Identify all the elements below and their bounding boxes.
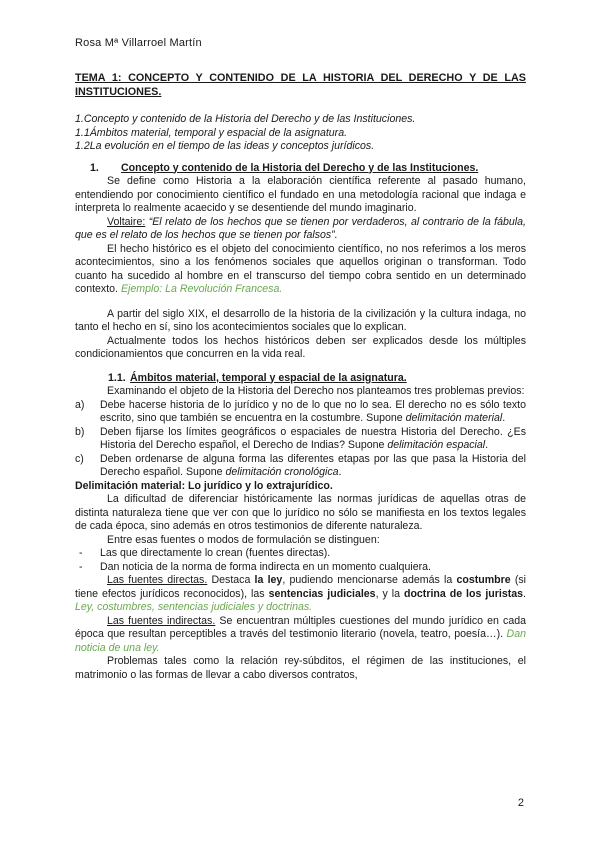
toc-item: 1.Concepto y contenido de la Historia del Derecho y de las Instituciones.	[75, 113, 416, 125]
list-item-end: .	[338, 466, 342, 478]
text-run: .	[523, 587, 526, 600]
fuentes-directas-label: Las fuentes directas.	[107, 574, 208, 586]
list-item-end: .	[485, 439, 489, 451]
section-1-heading	[75, 162, 526, 176]
text-run: (si tiene efectos jurídicos reconocidos), las	[75, 574, 527, 600]
paragraph-fuentes-directas	[75, 574, 526, 615]
paragraph: Examinando el objeto de la Historia del Derecho nos planteamos tres problemas previos:	[107, 385, 525, 397]
problems-list	[75, 399, 526, 480]
list-item-emphasis: delimitación cronológica	[225, 466, 339, 478]
paragraph: Entre esas fuentes o modos de formulación se distinguen:	[107, 533, 380, 546]
green-note: Ejemplo: La Revolución Francesa.	[118, 283, 283, 295]
paragraph: La dificultad de diferenciar históricamente las normas jurídicas de aquellas otras de distinta naturaleza tiene que ver con que lo jurídico no sólo se manifiesta en los textos legales de cada época, sino además en otros testimonios de diferente naturaleza.	[75, 493, 526, 532]
list-marker: a)	[75, 398, 85, 411]
section-1-1-heading	[75, 372, 526, 386]
paragraph: Se define como Historia a la elaboración científica referente al pasado humano, entendiendo por conocimiento científico el fundado en una metodología racional que indaga e interpreta lo realmente acaecido y se desentiende del mundo imaginario.	[75, 175, 526, 214]
section-number: 1.	[90, 161, 99, 174]
list-item-text: Debe hacerse historia de lo jurídico y no de lo que no lo sea. El derecho no es sólo texto escrito, sino que también se encuentra en la costumbre. Supone	[100, 398, 526, 424]
paragraph-text: El hecho histórico es el objeto del conocimiento científico, no nos referimos a los meros acontecimientos, sino a los fenómenos sociales que aquellos originan o transforman. Todo cuanto ha sucedido al hombre en el transcurso del tiempo cobra sentido en un determinado contexto.	[75, 242, 526, 295]
list-item-text: Deben fijarse los límites geográficos o espaciales de nuestra Historia del Derecho. ¿Es Historia del Derecho español, el Derecho de Indias? Supone	[100, 425, 526, 451]
list-item	[75, 547, 526, 561]
text-run: Destaca	[207, 574, 255, 586]
toc-item: 1.1Ámbitos material, temporal y espacial de la asignatura.	[75, 126, 348, 139]
table-of-contents	[75, 113, 526, 154]
page-header-author: Rosa Mª Villarroel Martín	[75, 37, 202, 49]
bold-term: sentencias judiciales	[268, 587, 376, 600]
paragraph	[75, 243, 526, 297]
paragraph-fuentes-indirectas	[75, 615, 526, 656]
document-body	[75, 72, 526, 682]
toc-item-text: 1.2La evolución en el tiempo de las ideas y conceptos jurídicos.	[75, 140, 375, 152]
list-item	[75, 426, 526, 453]
text-run: , y la	[375, 587, 404, 600]
text-run: Se encuentran múltiples cuestiones del mundo jurídico en cada época que resultan perceptibles a través del testimonio literario (novela, teatro, poesía…).	[75, 614, 527, 640]
list-marker: c)	[75, 452, 84, 465]
voltaire-quote	[75, 216, 526, 243]
section-number: 1.1.	[108, 371, 126, 384]
bold-term: costumbre	[456, 574, 511, 586]
text-run: , pudiendo mencionarse además la	[282, 574, 457, 586]
list-item-text: Dan noticia de la norma de forma indirecta en un momento cualquiera.	[100, 560, 431, 573]
section-title: Concepto y contenido de la Historia del Derecho y de las Instituciones.	[121, 161, 479, 174]
list-item-emphasis: delimitación espacial	[387, 439, 486, 451]
list-item	[75, 561, 526, 575]
voltaire-label: Voltaire:	[107, 215, 146, 228]
list-item-text: Deben ordenarse de alguna forma las diferentes etapas por las que pasa la Historia del Derecho español. Supone	[100, 452, 526, 478]
list-item-emphasis: delimitación material	[405, 412, 503, 424]
quote-text: “El relato de los hechos que se tienen por verdaderos, al contrario de la fábula, que es el relato de los hechos que se tienen por falsos”.	[75, 215, 526, 241]
paragraph: A partir del siglo XIX, el desarrollo de la historia de la civilización y la cultura indaga, no tanto el hecho en sí, sino los acontecimientos sociales que lo explican.	[75, 307, 526, 333]
list-item	[75, 453, 526, 480]
sources-list	[75, 547, 526, 574]
paragraph: Problemas tales como la relación rey-súbditos, el régimen de las instituciones, el matrimonio o las formas de llevar a cabo diversos contratos,	[75, 655, 526, 681]
bold-term: la ley	[254, 574, 283, 586]
fuentes-indirectas-label: Las fuentes indirectas.	[107, 614, 216, 627]
green-note: Ley, costumbres, sentencias judiciales y doctrinas.	[75, 601, 313, 613]
list-item	[75, 399, 526, 426]
paragraph: Actualmente todos los hechos históricos deben ser explicados desde los múltiples condicionamientos que concurren en la vida real.	[75, 334, 526, 360]
dash-marker: -	[79, 560, 83, 573]
list-item-text: Las que directamente lo crean (fuentes directas).	[100, 547, 331, 559]
toc-item	[75, 140, 526, 154]
page-number: 2	[517, 797, 524, 809]
subsection-heading: Delimitación material: Lo jurídico y lo extrajurídico.	[75, 479, 333, 492]
list-marker: b)	[75, 425, 85, 438]
bold-term: doctrina de los juristas	[403, 587, 524, 600]
dash-marker: -	[79, 547, 83, 559]
document-title: TEMA 1: CONCEPTO Y CONTENIDO DE LA HISTORIA DEL DERECHO Y DE LAS INSTITUCIONES.	[75, 72, 526, 98]
list-item-end: .	[502, 412, 506, 424]
green-note: Dan noticia de una ley.	[75, 628, 526, 654]
section-title: Ámbitos material, temporal y espacial de la asignatura.	[130, 371, 407, 384]
